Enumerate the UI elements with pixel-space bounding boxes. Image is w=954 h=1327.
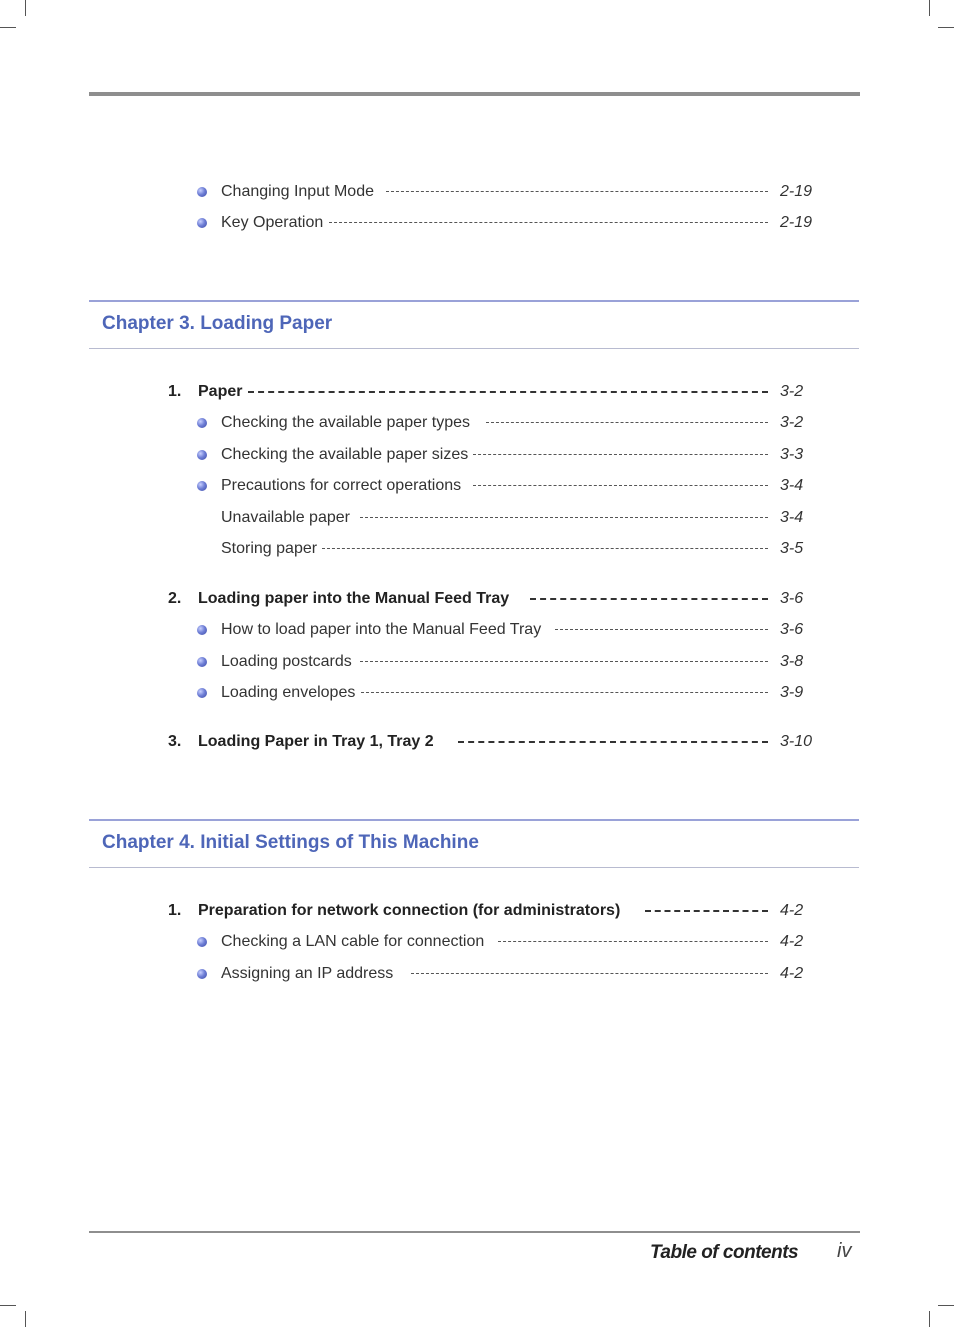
crop-mark (25, 1311, 26, 1327)
chapter-title: Chapter 4. Initial Settings of This Machine (102, 832, 479, 853)
crop-mark (25, 0, 26, 16)
toc-entry-page: 3-8 (780, 653, 804, 670)
dot-leader (555, 629, 768, 630)
footer-rule (89, 1231, 860, 1233)
dot-leader (386, 191, 768, 192)
toc-entry-page: 3-10 (780, 733, 813, 750)
toc-subentry[interactable] (0, 508, 954, 528)
toc-entry-page: 3-2 (780, 414, 804, 431)
crop-mark (0, 1305, 16, 1306)
toc-entry-title: Unavailable paper (221, 509, 350, 526)
dot-leader (329, 222, 768, 223)
dot-leader (530, 598, 768, 600)
bullet-icon (197, 937, 207, 947)
bullet-icon (197, 450, 207, 460)
dot-leader (458, 741, 768, 743)
chapter-heading (89, 300, 859, 349)
toc-entry[interactable] (0, 476, 954, 496)
toc-entry-page: 3-9 (780, 684, 804, 701)
toc-entry-title: Loading paper into the Manual Feed Tray (198, 590, 510, 607)
crop-mark (0, 27, 16, 28)
toc-entry[interactable] (0, 182, 954, 202)
toc-entry[interactable] (0, 932, 954, 952)
dot-leader (645, 910, 768, 912)
toc-section[interactable] (0, 589, 954, 609)
crop-mark (938, 1305, 954, 1306)
dot-leader (361, 692, 768, 693)
footer-title: Table of contents (650, 1242, 799, 1263)
bullet-icon (197, 657, 207, 667)
bullet-icon (197, 625, 207, 635)
toc-entry-page: 4-2 (780, 965, 804, 982)
dot-leader (473, 454, 768, 455)
chapter-title: Chapter 3. Loading Paper (102, 313, 333, 334)
toc-entry-page: 3-6 (780, 590, 804, 607)
bullet-icon (197, 218, 207, 228)
toc-entry-title: Assigning an IP address (221, 965, 394, 982)
toc-entry[interactable] (0, 620, 954, 640)
toc-entry-title: Key Operation (221, 214, 324, 231)
section-number: 2. (168, 590, 182, 607)
toc-entry[interactable] (0, 652, 954, 672)
bullet-icon (197, 688, 207, 698)
header-rule (89, 92, 860, 96)
crop-mark (929, 0, 930, 16)
toc-entry-page: 4-2 (780, 933, 804, 950)
bullet-icon (197, 969, 207, 979)
toc-entry-title: Changing Input Mode (221, 183, 374, 200)
toc-entry-title: Loading envelopes (221, 684, 356, 701)
toc-entry[interactable] (0, 445, 954, 465)
toc-entry-page: 3-4 (780, 477, 804, 494)
dot-leader (411, 973, 768, 974)
dot-leader (360, 517, 768, 518)
toc-section[interactable] (0, 732, 954, 752)
toc-entry[interactable] (0, 964, 954, 984)
toc-section[interactable] (0, 901, 954, 921)
toc-section[interactable] (0, 382, 954, 402)
bullet-icon (197, 418, 207, 428)
toc-entry-title: Loading Paper in Tray 1, Tray 2 (198, 733, 434, 750)
section-number: 1. (168, 902, 182, 919)
chapter-heading (89, 819, 859, 868)
toc-entry-title: Checking the available paper sizes (221, 446, 469, 463)
dot-leader (248, 391, 768, 393)
toc-entry-title: How to load paper into the Manual Feed Tray (221, 621, 542, 638)
toc-entry-page: 3-2 (780, 383, 804, 400)
toc-entry-title: Preparation for network connection (for administrators) (198, 902, 621, 919)
toc-entry[interactable] (0, 683, 954, 703)
toc-entry-page: 3-6 (780, 621, 804, 638)
toc-entry-page: 3-3 (780, 446, 804, 463)
toc-entry-title: Checking a LAN cable for connection (221, 933, 485, 950)
toc-entry-title: Storing paper (221, 540, 318, 557)
toc-entry-title: Paper (198, 383, 243, 400)
section-number: 3. (168, 733, 182, 750)
toc-entry-page: 3-5 (780, 540, 804, 557)
toc-subentry[interactable] (0, 539, 954, 559)
dot-leader (473, 485, 768, 486)
toc-entry-page: 2-19 (780, 183, 813, 200)
toc-entry[interactable] (0, 413, 954, 433)
crop-mark (929, 1311, 930, 1327)
bullet-icon (197, 481, 207, 491)
toc-entry-title: Checking the available paper types (221, 414, 471, 431)
toc-entry[interactable] (0, 213, 954, 233)
toc-entry-page: 2-19 (780, 214, 813, 231)
section-number: 1. (168, 383, 182, 400)
toc-entry-title: Precautions for correct operations (221, 477, 462, 494)
toc-entry-title: Loading postcards (221, 653, 352, 670)
dot-leader (360, 661, 768, 662)
dot-leader (486, 422, 768, 423)
dot-leader (322, 548, 768, 549)
crop-mark (938, 27, 954, 28)
bullet-icon (197, 187, 207, 197)
dot-leader (498, 941, 768, 942)
toc-entry-page: 4-2 (780, 902, 804, 919)
toc-entry-page: 3-4 (780, 509, 804, 526)
footer-page-number: iv (837, 1240, 852, 1262)
